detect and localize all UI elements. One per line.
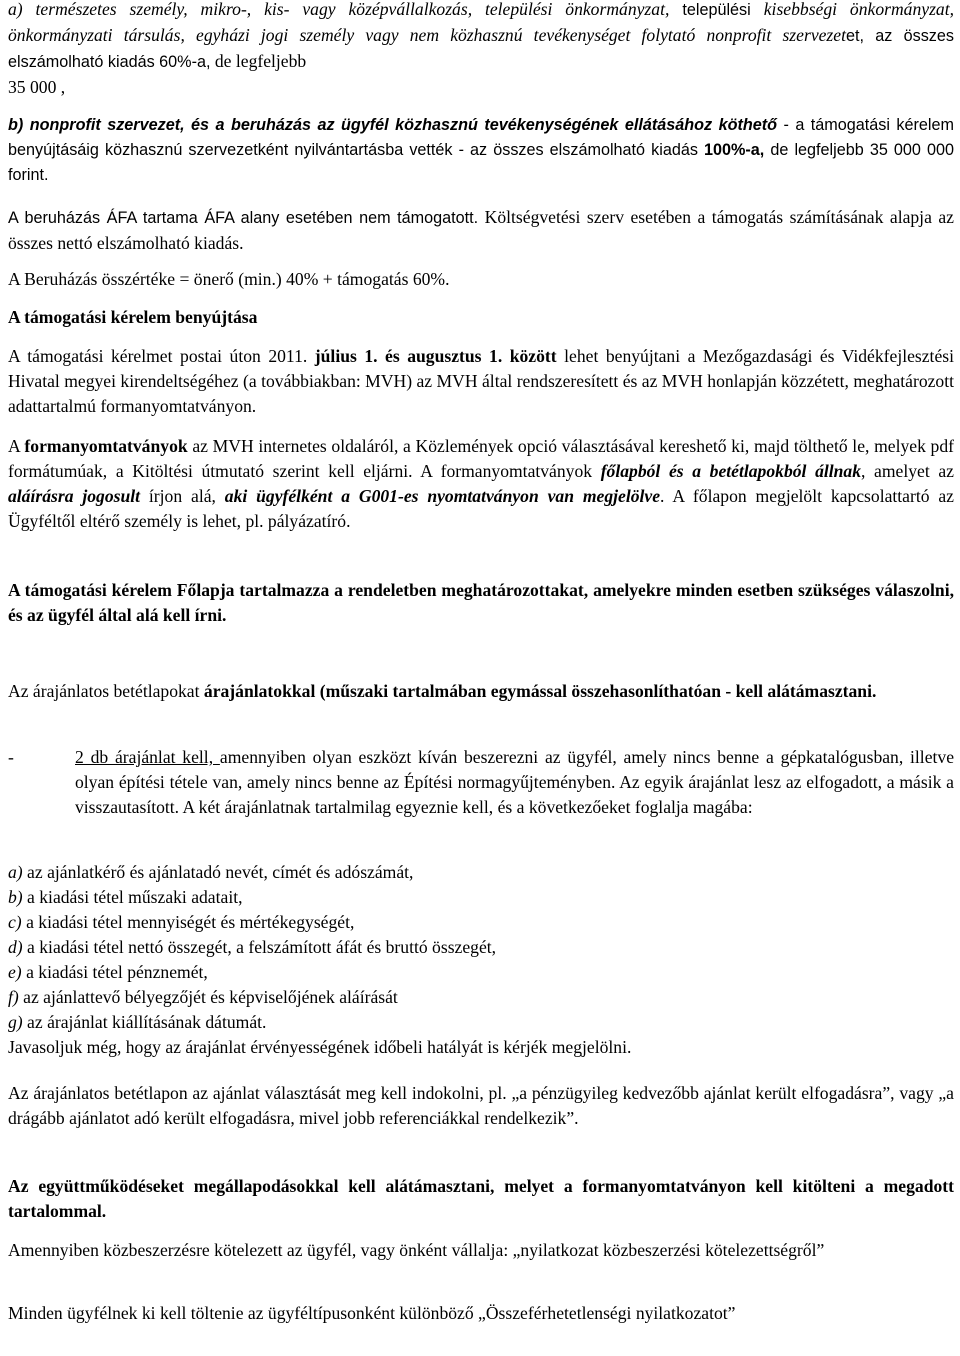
paragraph-conflict bbox=[8, 1301, 954, 1326]
list-letter: e) bbox=[8, 962, 22, 982]
text-italic: a) természetes személy, mikro-, kis- vagy középvállalkozás, települési önkormányzat, bbox=[8, 0, 670, 19]
paragraph-forms bbox=[8, 434, 954, 534]
text-run: Az árajánlatos betétlapon az ajánlat választását meg kell indokolni, pl. „a pénzügyileg kedvezőbb ajánlat került elfogadásra”, vagy „a drágább ajánlatot adó került elfogadásra, mivel jobb referenciákkal rendelkezik”. bbox=[8, 1083, 954, 1128]
text-run: Javasoljuk még, hogy az árajánlat érvényességének időbeli hatályát is kérjék megjelölni. bbox=[8, 1037, 632, 1057]
list-text: az árajánlat kiállításának dátumát. bbox=[22, 1012, 267, 1032]
list-item bbox=[8, 860, 954, 885]
text-italic: kisebbségi önkormányzat, önkormányzati társulás, egyházi jogi személy vagy nem közhasznú tevékenységet folytató nonprofit szervezet bbox=[8, 0, 955, 45]
text-bold: július 1. és augusztus 1. között bbox=[307, 346, 557, 366]
text-bold-italic: aki ügyfélként a G001-es nyomtatványon van megjelölve bbox=[224, 486, 661, 506]
text-bold: A támogatási kérelem Főlapja tartalmazza a rendeletben meghatározottakat, amelyekre minden esetben szükséges válaszolni, és az ügyfél által alá kell írni. bbox=[8, 580, 954, 625]
text-run: lehet benyújtani a Mezőgazdasági és Vidékfejlesztési Hivatal megyei kirendeltségéhez (a továbbiakban: MVH) az MVH által rendszeresített és az MVH honlapján közzétett, meghatározott adattartalmú formanyomtatványon. bbox=[8, 346, 954, 416]
text-bold-italic: b) nonprofit szervezet, és a beruházás az ügyfél közhasznú tevékenységének ellátásához köthető bbox=[8, 116, 778, 134]
list-item bbox=[8, 935, 954, 960]
text-bold: 100%-a, bbox=[704, 141, 765, 159]
section-heading bbox=[8, 305, 954, 330]
list-text: a kiadási tétel műszaki adatait, bbox=[22, 887, 243, 907]
text-run: Költségvetési szerv esetében a támogatás számításának alapja az összes nettó elszámolható kiadás. bbox=[8, 207, 954, 253]
list-letter: a) bbox=[8, 862, 23, 882]
paragraph-procurement bbox=[8, 1238, 954, 1263]
text-run: A támogatási kérelmet postai úton 2011. bbox=[8, 346, 308, 366]
text-run: - a támogatási kérelem benyújtásáig közhasznú szervezetként nyilvántartásba vették - az összes elszámolható kiadás bbox=[8, 116, 954, 159]
text-run: . A főlapon megjelölt kapcsolattartó az Ügyféltől eltérő személy is lehet, pl. pályázatíró. bbox=[8, 486, 954, 531]
list-item bbox=[8, 885, 954, 910]
list-letter: d) bbox=[8, 937, 23, 957]
paragraph-b bbox=[8, 113, 954, 188]
list-text: a kiadási tétel mennyiségét és mértékegységét, bbox=[21, 912, 355, 932]
text-run: Az árajánlatos betétlapokat bbox=[8, 681, 204, 701]
bullet-item bbox=[75, 745, 954, 820]
text-run: írjon alá, bbox=[140, 486, 225, 506]
list-item bbox=[8, 960, 954, 985]
text-run: A beruházás ÁFA tartama ÁFA alany esetében nem támogatott. bbox=[8, 209, 479, 227]
dash-bullet: - bbox=[8, 747, 14, 767]
list-item bbox=[8, 1035, 954, 1060]
list-item bbox=[8, 1010, 954, 1035]
text-run: az MVH internetes oldaláról, a Közlemények opció választásával kereshető ki, majd tölthető le, melyek pdf formátumúak, a Kitöltési útmutató szerint kell eljárni. A formanyomtatványok bbox=[8, 436, 954, 481]
text-run: A bbox=[8, 436, 25, 456]
list-text: az ajánlatkérő és ajánlatadó nevét, címét és adószámát, bbox=[22, 862, 414, 882]
paragraph-total bbox=[8, 267, 954, 292]
text-run: 35 000 , bbox=[8, 77, 66, 97]
requirements-list bbox=[8, 860, 954, 1060]
text-bold: Az együttműködéseket megállapodásokkal kell alátámasztani, melyet a formanyomtatványon kell kitölteni a megadott tartalommal. bbox=[8, 1176, 954, 1221]
list-letter: g) bbox=[8, 1012, 23, 1032]
text-run: települési bbox=[669, 1, 764, 19]
text-run: de legfeljebb bbox=[210, 51, 307, 71]
paragraph-main-sheet bbox=[8, 578, 954, 628]
list-item bbox=[8, 910, 954, 935]
list-letter: f) bbox=[8, 987, 19, 1007]
text-run: A Beruházás összértéke = önerő (min.) 40% + támogatás 60%. bbox=[8, 269, 450, 289]
text-run: amennyiben olyan eszközt kíván beszerezni az ügyfél, amely nincs benne a gépkatalógusban, illetve olyan építési tétele van, amely nincs benne az Építési normagyűjteményben. Az egyik árajánlat lesz az elfogadott, a másik a visszautasított. A két árajánlatnak tartalmilag egyeznie kell, és a következőeket foglalja magába: bbox=[75, 747, 955, 817]
list-text: a kiadási tétel nettó összegét, a felszámított áfát és bruttó összegét, bbox=[22, 937, 497, 957]
list-text: a kiadási tétel pénznemét, bbox=[21, 962, 208, 982]
list-text: az ajánlattevő bélyegzőjét és képviselőjének aláírását bbox=[18, 987, 398, 1007]
paragraph-quotes bbox=[8, 679, 954, 704]
list-letter: b) bbox=[8, 887, 23, 907]
heading-text: A támogatási kérelem benyújtása bbox=[8, 307, 258, 327]
text-run: et, az összes elszámolható kiadás 60%-a, bbox=[8, 27, 954, 71]
text-underline: 2 db árajánlat kell, bbox=[75, 747, 220, 767]
text-bold-italic: főlapból és a betétlapokból állnak bbox=[600, 461, 862, 481]
list-letter: c) bbox=[8, 912, 22, 932]
text-run: Amennyiben közbeszerzésre kötelezett az ügyfél, vagy önként vállalja: „nyilatkozat közbeszerzési kötelezettségről” bbox=[8, 1240, 825, 1260]
paragraph-submission bbox=[8, 344, 954, 419]
paragraph-a bbox=[8, 0, 954, 100]
list-item bbox=[8, 985, 954, 1010]
text-bold-italic: aláírásra jogosult bbox=[8, 486, 141, 506]
paragraph-cooperation bbox=[8, 1174, 954, 1224]
text-bold: formanyomtatványok bbox=[24, 436, 188, 456]
paragraph-justification bbox=[8, 1081, 954, 1131]
text-run: Minden ügyfélnek ki kell töltenie az ügyféltípusonként különböző „Összeférhetetlenségi nyilatkozatot” bbox=[8, 1303, 736, 1323]
text-run: , amelyet az bbox=[861, 461, 954, 481]
text-run: de legfeljebb 35 000 000 forint. bbox=[8, 141, 954, 184]
paragraph-vat bbox=[8, 205, 954, 256]
text-bold: árajánlatokkal (műszaki tartalmában egymással összehasonlíthatóan - kell alátámasztani. bbox=[203, 681, 877, 701]
